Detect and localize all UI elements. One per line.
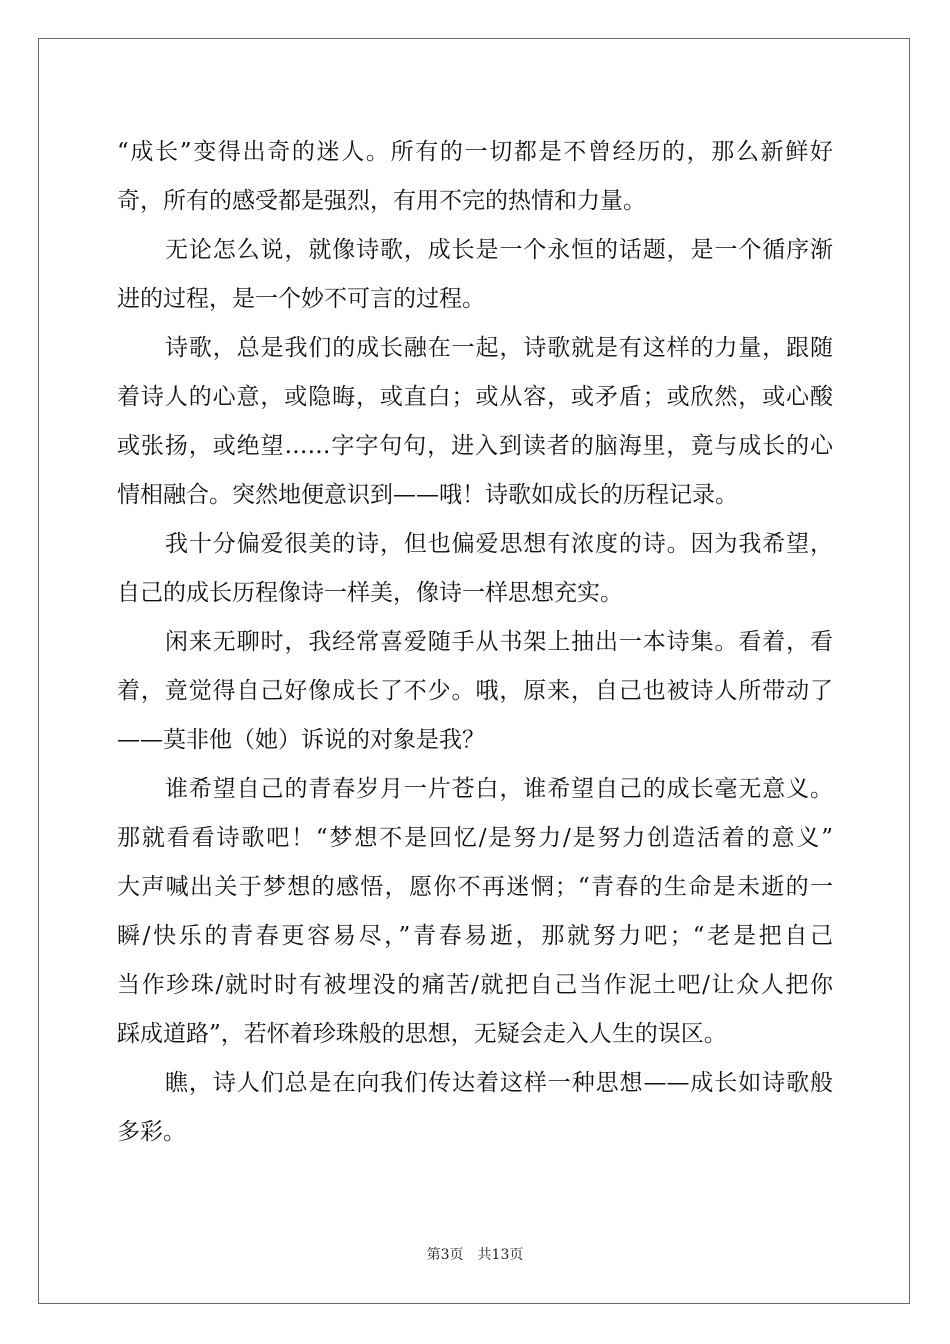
text-line: 情相融合。突然地便意识到——哦！诗歌如成长的历程记录。 bbox=[117, 482, 738, 508]
paragraph-start-line: 我十分偏爱很美的诗，但也偏爱思想有浓度的诗。因为我希望， bbox=[165, 531, 833, 557]
text-line: 进的过程，是一个妙不可言的过程。 bbox=[117, 286, 485, 312]
page-total: 共13页 bbox=[477, 1247, 524, 1263]
paragraph-start-line: 诗歌，总是我们的成长融在一起，诗歌就是有这样的力量，跟随 bbox=[165, 335, 833, 361]
text-line: 自己的成长历程像诗一样美，像诗一样思想充实。 bbox=[117, 580, 623, 606]
text-line: 或张扬，或绝望……字字句句，进入到读者的脑海里，竟与成长的心 bbox=[117, 433, 833, 459]
page-number: 第3页 bbox=[426, 1247, 464, 1263]
document-body bbox=[117, 128, 833, 1157]
text-line: 当作珍珠/就时时有被埋没的痛苦/就把自己当作泥土吧/让众人把你 bbox=[117, 972, 833, 998]
text-line: “成长”变得出奇的迷人。所有的一切都是不曾经历的，那么新鲜好 bbox=[117, 139, 833, 165]
paragraph-start-line: 瞧，诗人们总是在向我们传达着这样一种思想——成长如诗歌般 bbox=[165, 1070, 833, 1096]
text-line: 踩成道路”，若怀着珍珠般的思想，无疑会走入人生的误区。 bbox=[117, 1021, 727, 1047]
paragraph-start-line: 谁希望自己的青春岁月一片苍白，谁希望自己的成长毫无意义。 bbox=[165, 776, 833, 802]
text-line: 着诗人的心意，或隐晦，或直白；或从容，或矛盾；或欣然，或心酸 bbox=[117, 384, 833, 410]
text-line: 奇，所有的感受都是强烈，有用不完的热情和力量。 bbox=[117, 188, 646, 214]
paragraph-start-line: 无论怎么说，就像诗歌，成长是一个永恒的话题，是一个循序渐 bbox=[165, 237, 833, 263]
text-line: 多彩。 bbox=[117, 1119, 186, 1145]
text-line: ——莫非他（她）诉说的对象是我？ bbox=[117, 727, 485, 753]
text-line: 那就看看诗歌吧！“梦想不是回忆/是努力/是努力创造活着的意义” bbox=[117, 825, 833, 851]
text-line: 瞬/快乐的青春更容易尽，”青春易逝，那就努力吧；“老是把自己 bbox=[117, 923, 833, 949]
text-line: 着，竟觉得自己好像成长了不少。哦，原来，自己也被诗人所带动了 bbox=[117, 678, 833, 704]
paragraph-start-line: 闲来无聊时，我经常喜爱随手从书架上抽出一本诗集。看着，看 bbox=[165, 629, 833, 655]
page-footer bbox=[0, 1246, 950, 1264]
text-line: 大声喊出关于梦想的感悟，愿你不再迷惘；“青春的生命是未逝的一 bbox=[117, 874, 833, 900]
